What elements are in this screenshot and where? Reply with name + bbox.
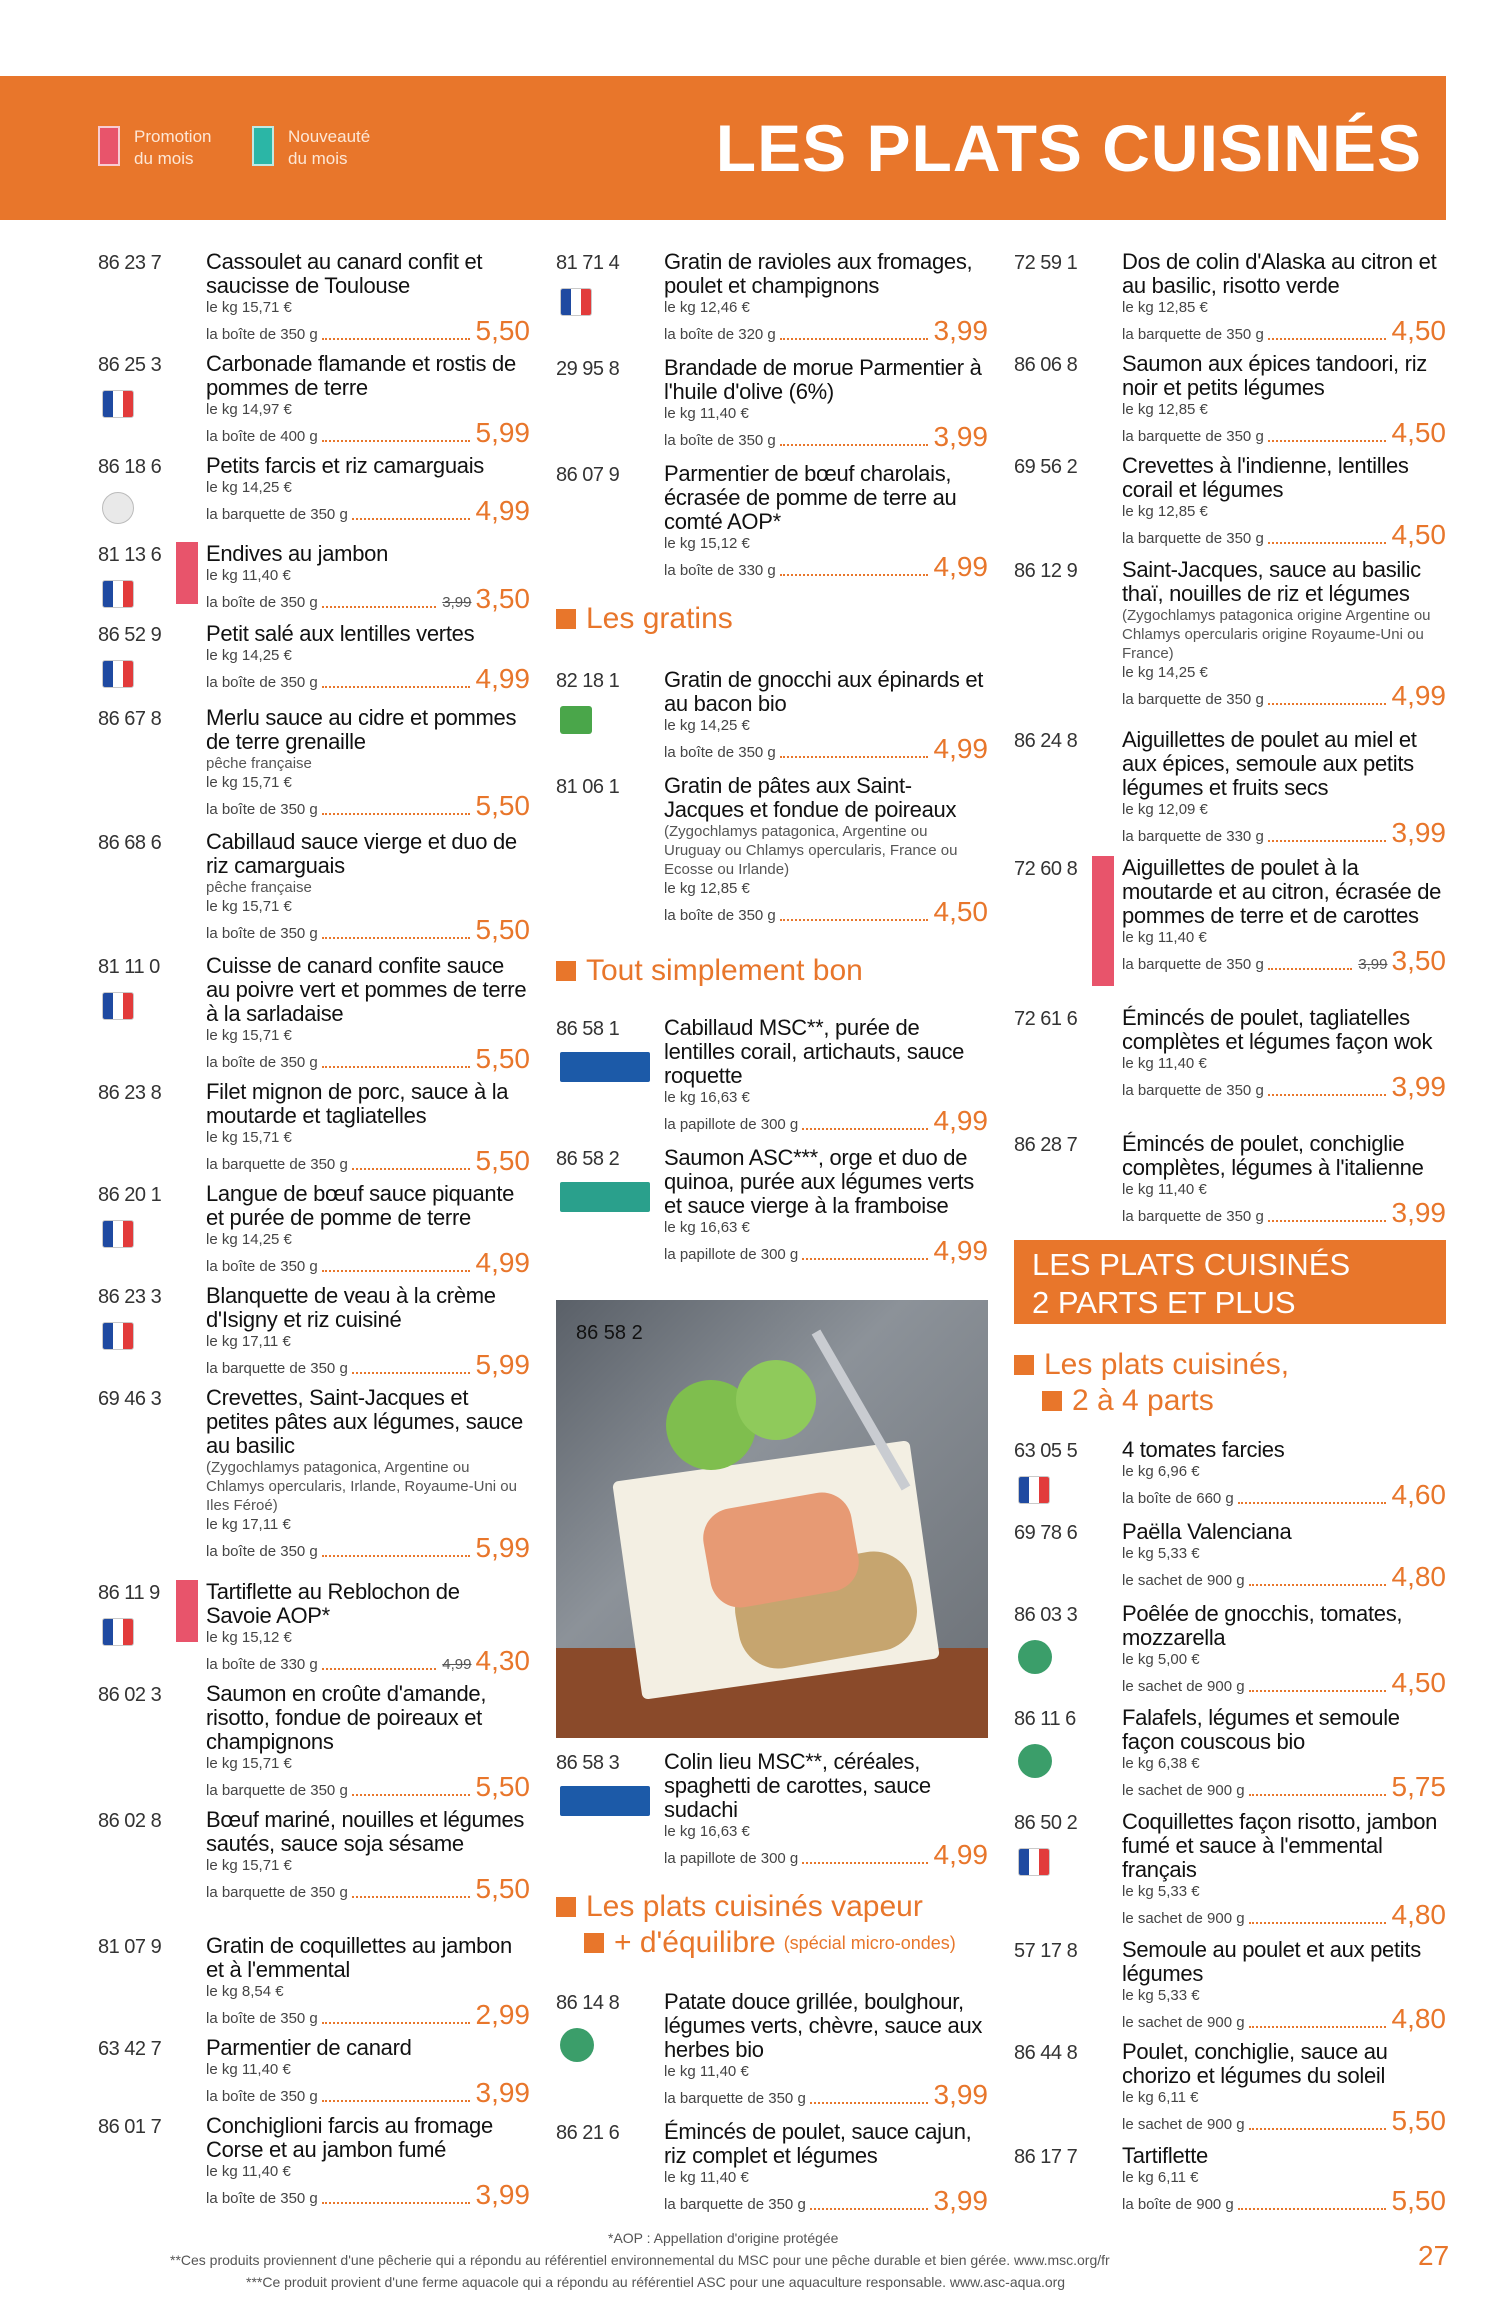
package: le sachet de 900 g (1122, 1678, 1245, 1695)
legend-label: Promotion (134, 127, 212, 146)
product-code: 57 17 8 (1014, 1940, 1078, 1962)
price: 4,99 (933, 1235, 988, 1266)
page-number: 27 (1418, 2240, 1450, 2271)
product-note: (Zygochlamys patagonica, Argentine ou Chlamys opercularis, Irlande, Royaume-Uni ou Iles Féroé) (206, 1459, 517, 1514)
product-code: 81 06 1 (556, 776, 620, 798)
unit-price: le kg 11,40 € (664, 405, 749, 422)
product-name: 4 tomates farcies (1122, 1437, 1285, 1462)
product-code: 86 23 7 (98, 252, 162, 274)
product-name: Parmentier de bœuf charolais, écrasée de pomme de terre au comté AOP* (664, 461, 957, 534)
origin-france-icon (1018, 1476, 1050, 1504)
package: la boîte de 350 g (664, 744, 776, 761)
price: 4,99 (933, 1839, 988, 1870)
package: la barquette de 350 g (1122, 691, 1264, 708)
product-name: Gratin de coquillettes au jambon et à l'emmental (206, 1933, 512, 1982)
price: 3,99 (1391, 1197, 1446, 1228)
unit-price: le kg 15,71 € (206, 1755, 292, 1772)
package: la boîte de 400 g (206, 428, 318, 445)
vegetarian-icon (1018, 1640, 1052, 1674)
origin-france-icon (102, 992, 134, 1020)
product-code: 69 46 3 (98, 1388, 162, 1410)
price: 4,50 (933, 896, 988, 927)
unit-price: le kg 11,40 € (664, 2063, 749, 2080)
price: 4,99 (933, 551, 988, 582)
product-name: Tartiflette au Reblochon de Savoie AOP* (206, 1579, 460, 1628)
package: le sachet de 900 g (1122, 1910, 1245, 1927)
price: 3,99 (933, 315, 988, 346)
product-code: 82 18 1 (556, 670, 620, 692)
package: la boîte de 330 g (664, 562, 776, 579)
price: 4,60 (1391, 1479, 1446, 1510)
unit-price: le kg 11,40 € (206, 2163, 291, 2180)
footnote-aop: *AOP : Appellation d'origine protégée (608, 2230, 839, 2246)
product-code: 86 58 1 (556, 1018, 620, 1040)
product-name: Patate douce grillée, boulghour, légumes verts, chèvre, sauce aux herbes bio (664, 1989, 983, 2062)
package: la boîte de 350 g (206, 2088, 318, 2105)
product-code: 86 24 8 (1014, 730, 1078, 752)
product-code: 86 17 7 (1014, 2146, 1078, 2168)
price: 3,99 (933, 2079, 988, 2110)
product-name: Gratin de gnocchi aux épinards et au bacon bio (664, 667, 984, 716)
band-line: 2 PARTS ET PLUS (1032, 1285, 1296, 1320)
product-name: Émincés de poulet, tagliatelles complètes et légumes façon wok (1122, 1005, 1433, 1054)
product-name: Cabillaud sauce vierge et duo de riz camarguais (206, 829, 517, 878)
product-name: Petit salé aux lentilles vertes (206, 621, 475, 646)
price: 5,99 (475, 1532, 530, 1563)
unit-price: le kg 11,40 € (1122, 929, 1207, 946)
msc-label-icon (560, 1052, 650, 1082)
product-code: 86 07 9 (556, 464, 620, 486)
unit-price: le kg 16,63 € (664, 1219, 750, 1236)
package: la barquette de 350 g (1122, 326, 1264, 343)
product-code: 86 14 8 (556, 1992, 620, 2014)
product-name: Saint-Jacques, sauce au basilic thaï, nouilles de riz et légumes (1122, 557, 1421, 606)
unit-price: le kg 12,85 € (1122, 299, 1208, 316)
package: la boîte de 330 g (206, 1656, 318, 1673)
product-name: Parmentier de canard (206, 2035, 412, 2060)
legend-nouveaute (252, 126, 370, 170)
product-code: 63 05 5 (1014, 1440, 1078, 1462)
unit-price: le kg 5,33 € (1122, 1545, 1200, 1562)
price: 3,99 (1391, 817, 1446, 848)
unit-price: le kg 15,12 € (664, 535, 750, 552)
origin-france-icon (102, 1618, 134, 1646)
package: la boîte de 900 g (1122, 2196, 1234, 2213)
package: la boîte de 350 g (206, 1543, 318, 1560)
unit-price: le kg 12,85 € (1122, 401, 1208, 418)
section-heading-vapeur: Les plats cuisinés vapeur (556, 1890, 923, 1924)
price: 4,50 (1391, 1667, 1446, 1698)
unit-price: le kg 15,71 € (206, 898, 292, 915)
price: 5,50 (1391, 2105, 1446, 2136)
promotion-swatch (98, 126, 120, 166)
price: 3,50 (1391, 945, 1446, 976)
package: la barquette de 350 g (664, 2196, 806, 2213)
product-code: 72 60 8 (1014, 858, 1078, 880)
price: 3,50 (475, 583, 530, 614)
product-name: Émincés de poulet, conchiglie complètes, légumes à l'italienne (1122, 1131, 1424, 1180)
package: la barquette de 350 g (206, 1782, 348, 1799)
package: la barquette de 330 g (1122, 828, 1264, 845)
product-code: 86 52 9 (98, 624, 162, 646)
product-name: Gratin de pâtes aux Saint-Jacques et fondue de poireaux (664, 773, 957, 822)
product-name: Poêlée de gnocchis, tomates, mozzarella (1122, 1601, 1403, 1650)
product-code: 69 78 6 (1014, 1522, 1078, 1544)
product-code: 86 67 8 (98, 708, 162, 730)
product-code: 86 18 6 (98, 456, 162, 478)
price: 4,30 (475, 1645, 530, 1676)
price: 5,50 (475, 1043, 530, 1074)
product-code: 63 42 7 (98, 2038, 162, 2060)
unit-price: le kg 15,71 € (206, 299, 292, 316)
package: la papillote de 300 g (664, 1246, 799, 1263)
unit-price: le kg 11,40 € (664, 2169, 749, 2186)
product-code: 81 11 0 (98, 956, 160, 978)
package: la barquette de 350 g (206, 1156, 348, 1173)
product-name: Cabillaud MSC**, purée de lentilles corail, artichauts, sauce roquette (664, 1015, 965, 1088)
price: 5,50 (475, 1873, 530, 1904)
package: la boîte de 350 g (206, 801, 318, 818)
section-heading-gratins: Les gratins (556, 602, 733, 636)
product-code: 86 06 8 (1014, 354, 1078, 376)
unit-price: le kg 11,40 € (1122, 1055, 1207, 1072)
bio-leaf-icon (560, 706, 592, 734)
origin-france-icon (102, 1220, 134, 1248)
price: 4,50 (1391, 417, 1446, 448)
unit-price: le kg 11,40 € (206, 2061, 291, 2078)
product-name: Brandade de morue Parmentier à l'huile d'olive (6%) (664, 355, 982, 404)
price: 3,99 (475, 2077, 530, 2108)
product-name: Paëlla Valenciana (1122, 1519, 1292, 1544)
product-code: 86 23 8 (98, 1082, 162, 1104)
legend-label: du mois (288, 149, 348, 168)
old-price: 3,99 (1358, 956, 1388, 973)
unit-price: le kg 12,85 € (664, 880, 750, 897)
package: la barquette de 350 g (1122, 428, 1264, 445)
price: 2,99 (475, 1999, 530, 2030)
product-code: 72 61 6 (1014, 1008, 1078, 1030)
product-code: 86 50 2 (1014, 1812, 1078, 1834)
unit-price: le kg 15,71 € (206, 774, 292, 791)
unit-price: le kg 5,33 € (1122, 1987, 1200, 2004)
unit-price: le kg 14,25 € (1122, 664, 1208, 681)
package: la barquette de 350 g (206, 506, 348, 523)
product-name: Langue de bœuf sauce piquante et purée de pomme de terre (206, 1181, 515, 1230)
product-name: Endives au jambon (206, 541, 389, 566)
product-code: 81 07 9 (98, 1936, 162, 1958)
product-name: Coquillettes façon risotto, jambon fumé et sauce à l'emmental français (1122, 1809, 1438, 1882)
product-name: Carbonade flamande et rostis de pommes de terre (206, 351, 516, 400)
product-note: (Zygochlamys patagonica origine Argentine ou Chlamys opercularis origine Royaume-Uni ou France) (1122, 607, 1431, 662)
product-name: Falafels, légumes et semoule façon couscous bio (1122, 1705, 1400, 1754)
unit-price: le kg 11,40 € (1122, 1181, 1207, 1198)
price: 5,50 (1391, 2185, 1446, 2216)
price: 4,99 (475, 1247, 530, 1278)
package: le sachet de 900 g (1122, 1782, 1245, 1799)
unit-price: le kg 15,71 € (206, 1129, 292, 1146)
price: 5,75 (1391, 1771, 1446, 1802)
unit-price: le kg 6,38 € (1122, 1755, 1200, 1772)
product-name: Cassoulet au canard confit et saucisse de Toulouse (206, 249, 483, 298)
product-name: Merlu sauce au cidre et pommes de terre grenaille (206, 705, 517, 754)
price: 4,80 (1391, 1561, 1446, 1592)
package: la barquette de 350 g (1122, 1208, 1264, 1225)
product-name: Saumon ASC***, orge et duo de quinoa, purée aux légumes verts et sauce vierge à la framboise (664, 1145, 974, 1218)
photo-product-code: 86 58 2 (576, 1322, 643, 1344)
unit-price: le kg 16,63 € (664, 1823, 750, 1840)
unit-price: le kg 14,97 € (206, 401, 292, 418)
package: la boîte de 350 g (206, 1258, 318, 1275)
origin-france-icon (560, 288, 592, 316)
product-name: Émincés de poulet, sauce cajun, riz complet et légumes (664, 2119, 972, 2168)
product-code: 86 03 3 (1014, 1604, 1078, 1626)
package: la boîte de 350 g (206, 1054, 318, 1071)
package: la barquette de 350 g (664, 2090, 806, 2107)
price: 4,99 (475, 495, 530, 526)
product-name: Saumon aux épices tandoori, riz noir et petits légumes (1122, 351, 1427, 400)
product-name: Filet mignon de porc, sauce à la moutarde et tagliatelles (206, 1079, 509, 1128)
package: la barquette de 350 g (206, 1360, 348, 1377)
product-name: Saumon en croûte d'amande, risotto, fondue de poireaux et champignons (206, 1681, 487, 1754)
package: la boîte de 350 g (206, 594, 318, 611)
price: 3,99 (1391, 1071, 1446, 1102)
package: la boîte de 350 g (206, 2190, 318, 2207)
price: 4,99 (933, 733, 988, 764)
promotion-marker (176, 1580, 198, 1642)
product-photo (556, 1300, 988, 1738)
origin-france-icon (102, 390, 134, 418)
product-code: 86 01 7 (98, 2116, 162, 2138)
product-code: 29 95 8 (556, 358, 620, 380)
package: la boîte de 350 g (206, 326, 318, 343)
package: la barquette de 350 g (206, 1884, 348, 1901)
promotion-marker (1092, 856, 1114, 986)
product-name: Colin lieu MSC**, céréales, spaghetti de carottes, sauce sudachi (664, 1749, 931, 1822)
product-code: 72 59 1 (1014, 252, 1078, 274)
product-code: 86 44 8 (1014, 2042, 1078, 2064)
unit-price: le kg 8,54 € (206, 1983, 284, 2000)
package: la boîte de 660 g (1122, 1490, 1234, 1507)
price: 5,99 (475, 417, 530, 448)
footnote-msc: **Ces produits proviennent d'une pêcherie qui a répondu au référentiel environnemental du MSC pour une pêche durable et bien gérée. www.msc.org/fr (170, 2252, 1110, 2268)
unit-price: le kg 6,11 € (1122, 2169, 1199, 2186)
nouveaute-swatch (252, 126, 274, 166)
price: 5,50 (475, 1771, 530, 1802)
product-code: 86 02 8 (98, 1810, 162, 1832)
promotion-marker (176, 542, 198, 604)
product-name: Dos de colin d'Alaska au citron et au basilic, risotto verde (1122, 249, 1437, 298)
unit-price: le kg 15,71 € (206, 1857, 292, 1874)
product-name: Aiguillettes de poulet au miel et aux épices, semoule aux petits légumes et fruits secs (1122, 727, 1417, 800)
price: 5,99 (475, 1349, 530, 1380)
price: 4,80 (1391, 1899, 1446, 1930)
product-name: Gratin de ravioles aux fromages, poulet et champignons (664, 249, 973, 298)
band-line: LES PLATS CUISINÉS (1032, 1247, 1351, 1282)
product-name: Semoule au poulet et aux petits légumes (1122, 1937, 1421, 1986)
header-banner (0, 76, 1446, 220)
legend-promotion (98, 126, 211, 170)
package: la boîte de 350 g (206, 674, 318, 691)
footnote-asc: ***Ce produit provient d'une ferme aquacole qui a répondu au référentiel ASC pour une aquaculture responsable. www.asc-aqua.org (246, 2274, 1066, 2290)
unit-price: le kg 5,00 € (1122, 1651, 1200, 1668)
package: la papillote de 300 g (664, 1116, 799, 1133)
price: 4,50 (1391, 315, 1446, 346)
unit-price: le kg 14,25 € (664, 717, 750, 734)
unit-price: le kg 12,46 € (664, 299, 750, 316)
product-name: Aiguillettes de poulet à la moutarde et au citron, écrasée de pommes de terre et de carottes (1122, 855, 1442, 928)
product-name: Blanquette de veau à la crème d'Isigny et riz cuisiné (206, 1283, 496, 1332)
product-note: (Zygochlamys patagonica, Argentine ou Uruguay ou Chlamys opercularis, France ou Ecosse ou Irlande) (664, 823, 958, 878)
origin-france-icon (1018, 1848, 1050, 1876)
product-code: 86 02 3 (98, 1684, 162, 1706)
legend-label: du mois (134, 149, 194, 168)
vegetarian-icon (560, 2028, 594, 2062)
package: le sachet de 900 g (1122, 1572, 1245, 1589)
price: 5,50 (475, 315, 530, 346)
unit-price: le kg 12,85 € (1122, 503, 1208, 520)
product-code: 86 58 2 (556, 1148, 620, 1170)
legend-label: Nouveauté (288, 127, 371, 146)
price: 5,50 (475, 790, 530, 821)
product-code: 86 25 3 (98, 354, 162, 376)
product-name: Crevettes, Saint-Jacques et petites pâtes aux légumes, sauce au basilic (206, 1385, 523, 1458)
unit-price: le kg 17,11 € (206, 1333, 291, 1350)
msc-label-icon (560, 1786, 650, 1816)
price: 4,80 (1391, 2003, 1446, 2034)
package: la papillote de 300 g (664, 1850, 799, 1867)
package: la boîte de 350 g (206, 2010, 318, 2027)
price: 5,50 (475, 1145, 530, 1176)
unit-price: le kg 15,71 € (206, 1027, 292, 1044)
product-note: pêche française (206, 755, 312, 772)
price: 4,99 (475, 663, 530, 694)
unit-price: le kg 16,63 € (664, 1089, 750, 1106)
product-code: 86 21 6 (556, 2122, 620, 2144)
unit-price: le kg 14,25 € (206, 479, 292, 496)
page-title: LES PLATS CUISINÉS (715, 111, 1422, 185)
product-code: 86 68 6 (98, 832, 162, 854)
price: 4,99 (1391, 680, 1446, 711)
price: 3,99 (933, 2185, 988, 2216)
package: la boîte de 350 g (664, 907, 776, 924)
product-name: Tartiflette (1122, 2143, 1208, 2168)
section-heading-simple: Tout simplement bon (556, 954, 863, 988)
package: la barquette de 350 g (1122, 1082, 1264, 1099)
package: la boîte de 320 g (664, 326, 776, 343)
label-icon (102, 492, 134, 524)
package: la barquette de 350 g (1122, 956, 1264, 973)
product-name: Petits farcis et riz camarguais (206, 453, 485, 478)
unit-price: le kg 14,25 € (206, 1231, 292, 1248)
price: 3,99 (933, 421, 988, 452)
product-code: 86 58 3 (556, 1752, 620, 1774)
unit-price: le kg 14,25 € (206, 647, 292, 664)
product-code: 86 11 6 (1014, 1708, 1076, 1730)
vegetarian-icon (1018, 1744, 1052, 1778)
product-name: Cuisse de canard confite sauce au poivre vert et pommes de terre à la sarladaise (206, 953, 527, 1026)
package: la barquette de 350 g (1122, 530, 1264, 547)
origin-france-icon (102, 660, 134, 688)
old-price: 3,99 (442, 594, 472, 611)
old-price: 4,99 (442, 1656, 472, 1673)
product-code: 86 28 7 (1014, 1134, 1078, 1156)
section-heading-equilibre: + d'équilibre (spécial micro-ondes) (584, 1926, 956, 1960)
product-code: 81 13 6 (98, 544, 162, 566)
product-code: 86 12 9 (1014, 560, 1078, 582)
package: le sachet de 900 g (1122, 2116, 1245, 2133)
product-name: Crevettes à l'indienne, lentilles corail et légumes (1122, 453, 1409, 502)
unit-price: le kg 6,96 € (1122, 1463, 1200, 1480)
unit-price: le kg 5,33 € (1122, 1883, 1200, 1900)
origin-france-icon (102, 1322, 134, 1350)
price: 4,99 (933, 1105, 988, 1136)
package: la boîte de 350 g (664, 432, 776, 449)
price: 5,50 (475, 914, 530, 945)
product-code: 69 56 2 (1014, 456, 1078, 478)
unit-price: le kg 6,11 € (1122, 2089, 1199, 2106)
section-heading-two-to-four: 2 à 4 parts (1042, 1384, 1214, 1418)
asc-label-icon (560, 1182, 650, 1212)
price: 4,50 (1391, 519, 1446, 550)
product-code: 86 20 1 (98, 1184, 162, 1206)
unit-price: le kg 12,09 € (1122, 801, 1208, 818)
product-name: Bœuf mariné, nouilles et légumes sautés, sauce soja sésame (206, 1807, 525, 1856)
unit-price: le kg 15,12 € (206, 1629, 292, 1646)
product-name: Conchiglioni farcis au fromage Corse et au jambon fumé (206, 2113, 493, 2162)
product-code: 86 23 3 (98, 1286, 162, 1308)
unit-price: le kg 11,40 € (206, 567, 291, 584)
section-band-two-parts (1014, 1240, 1446, 1324)
product-note: pêche française (206, 879, 312, 896)
unit-price: le kg 17,11 € (206, 1516, 291, 1533)
product-code: 86 11 9 (98, 1582, 160, 1604)
package: la boîte de 350 g (206, 925, 318, 942)
origin-france-icon (102, 580, 134, 608)
product-code: 81 71 4 (556, 252, 620, 274)
section-heading-two-parts: Les plats cuisinés, (1014, 1348, 1289, 1382)
product-name: Poulet, conchiglie, sauce au chorizo et légumes du soleil (1122, 2039, 1388, 2088)
package: le sachet de 900 g (1122, 2014, 1245, 2031)
price: 3,99 (475, 2179, 530, 2210)
